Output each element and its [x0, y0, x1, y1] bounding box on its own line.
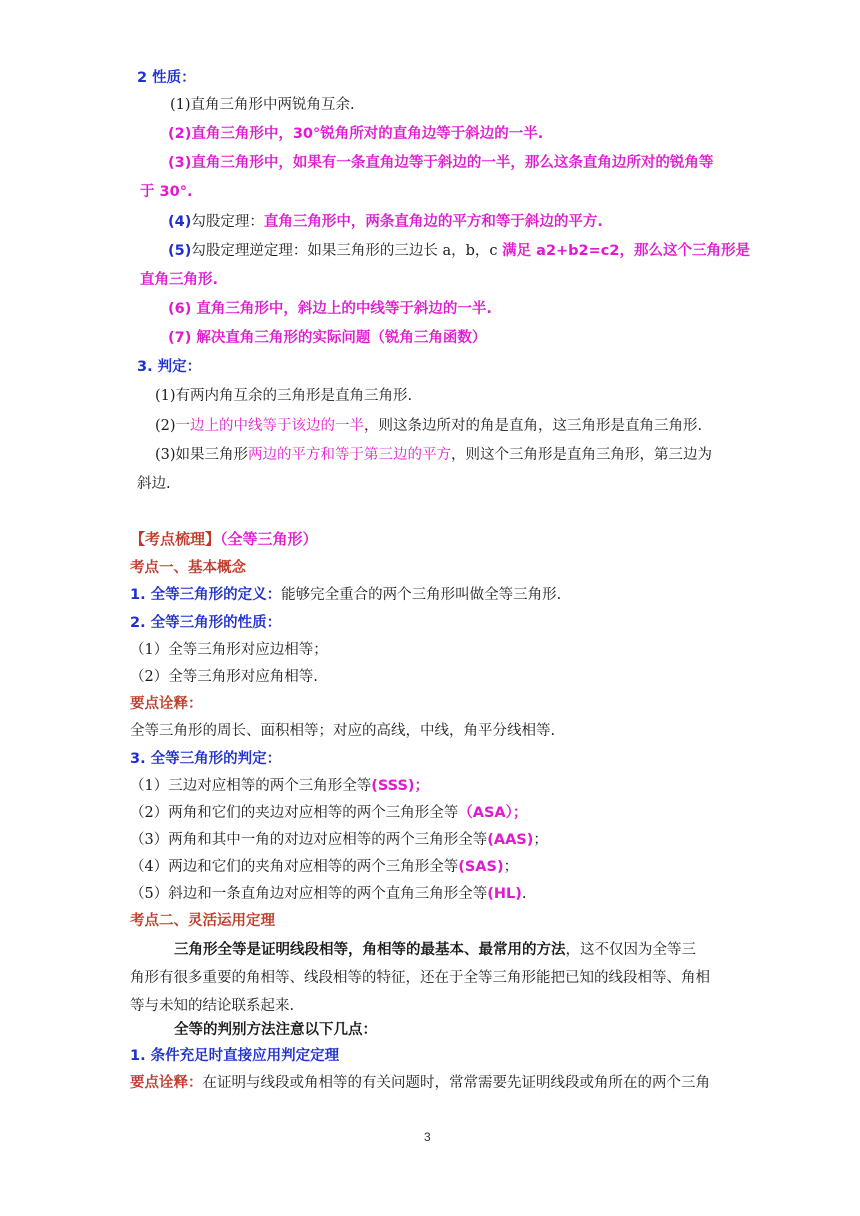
- congruence-rule-asa: [130, 803, 527, 823]
- rule-sas-text: （4）两边和它们的夹角对应相等的两个三角形全等: [130, 859, 459, 875]
- section-title-main: 【考点梳理】: [130, 530, 221, 548]
- page-number: 3: [424, 1130, 431, 1144]
- property-3-line2: 于 30°.: [140, 184, 193, 200]
- note-2-label: 要点诠释：: [130, 1075, 203, 1091]
- section-title: [130, 529, 318, 549]
- judgement-3-line2: 斜边.: [137, 476, 171, 492]
- property-1: (1)直角三角形中两锐角互余.: [170, 97, 355, 113]
- properties-heading: 2 性质：: [137, 70, 196, 86]
- rule-aas-end: ；: [533, 832, 548, 848]
- rule-sas-tag: (SAS): [458, 859, 504, 875]
- paragraph-1-line2: 角形有很多重要的角相等、线段相等的特征，还在于全等三角形能把已知的线段相等、角相: [130, 970, 710, 986]
- rule-sss-tag: (SSS)；: [371, 778, 430, 794]
- rule-aas-tag: (AAS): [487, 832, 534, 848]
- rule-asa-text: （2）两角和它们的夹边对应相等的两个三角形全等: [130, 805, 459, 821]
- definition-label: 1. 全等三角形的定义：: [130, 587, 282, 603]
- topic-2-heading: 考点二、灵活运用定理: [130, 913, 275, 929]
- judgement-2-highlight: 一边上的中线等于该边的一半: [175, 418, 365, 434]
- property-6: (6) 直角三角形中，斜边上的中线等于斜边的一半.: [168, 301, 492, 317]
- judgement-1: (1)有两内角互余的三角形是直角三角形.: [155, 388, 413, 404]
- paragraph-2: 全等的判别方法注意以下几点：: [174, 1022, 377, 1038]
- paragraph-1-line1: [174, 940, 696, 960]
- paragraph-1-line3: 等与未知的结论联系起来.: [130, 998, 295, 1014]
- property-3-line1: (3)直角三角形中，如果有一条直角边等于斜边的一半，那么这条直角边所对的锐角等: [168, 155, 714, 171]
- property-2: (2)直角三角形中，30°锐角所对的直角边等于斜边的一半.: [168, 126, 544, 142]
- note-2-line: [130, 1073, 710, 1093]
- note-text: 全等三角形的周长、面积相等；对应的高线，中线，角平分线相等.: [130, 723, 556, 739]
- property-5-label: 勾股定理逆定理：如果三角形的三边长 a，b，c: [191, 243, 503, 259]
- topic-1-heading: 考点一、基本概念: [130, 560, 246, 576]
- property-5-line2: 直角三角形.: [140, 272, 219, 288]
- congruence-rule-hl: [130, 884, 526, 904]
- property-4-text: 直角三角形中，两条直角边的平方和等于斜边的平方.: [263, 214, 603, 230]
- property-4-label: 勾股定理：: [191, 214, 264, 230]
- congruence-rule-sss: [130, 776, 429, 796]
- judgement-2: [155, 416, 702, 436]
- judgement-3-rest: ，则这个三角形是直角三角形，第三边为: [451, 447, 713, 463]
- property-7: (7) 解决直角三角形的实际问题（锐角三角函数）: [168, 330, 487, 346]
- property-heading: 2. 全等三角形的性质：: [130, 615, 282, 631]
- paragraph-1-rest: ，这不仅因为全等三: [565, 942, 696, 958]
- judgement-3-line1: [155, 445, 712, 465]
- definition-text: 能够完全重合的两个三角形叫做全等三角形.: [281, 587, 562, 603]
- note-2-text: 在证明与线段或角相等的有关问题时，常常需要先证明线段或角所在的两个三角: [202, 1075, 710, 1091]
- property-4-prefix: (4): [168, 214, 192, 230]
- judgement-2-rest: ，则这条边所对的角是直角，这三角形是直角三角形.: [364, 418, 703, 434]
- congruence-rule-sas: [130, 857, 518, 877]
- rule-aas-text: （3）两角和其中一角的对边对应相等的两个三角形全等: [130, 832, 488, 848]
- method-item-1: 1. 条件充足时直接应用判定定理: [130, 1048, 340, 1064]
- property-5-line1: [168, 241, 750, 261]
- property-5-prefix: (5): [168, 243, 192, 259]
- judgement-heading: 3. 判定：: [137, 359, 202, 375]
- judgement-3-highlight: 两边的平方和等于第三边的平方: [248, 447, 452, 463]
- rule-hl-end: .: [521, 886, 527, 902]
- definition-line: [130, 585, 561, 605]
- judgement-3-prefix: (3)如果三角形: [155, 447, 249, 463]
- property-5-text: 满足 a2+b2=c2，那么这个三角形是: [502, 243, 750, 259]
- section-title-paren: （全等三角形）: [220, 530, 318, 548]
- property-4: [168, 212, 603, 232]
- congruence-judgement-heading: 3. 全等三角形的判定：: [130, 751, 282, 767]
- rule-sas-end: ；: [503, 859, 519, 875]
- rule-hl-text: （5）斜边和一条直角边对应相等的两个直角三角形全等: [130, 886, 488, 902]
- rule-sss-text: （1）三边对应相等的两个三角形全等: [130, 778, 372, 794]
- rule-hl-tag: (HL): [487, 886, 522, 902]
- congruent-property-2: （2）全等三角形对应角相等.: [130, 669, 318, 685]
- paragraph-1-bold: 三角形全等是证明线段相等，角相等的最基本、最常用的方法: [174, 942, 566, 958]
- congruence-rule-aas: [130, 830, 548, 850]
- note-label: 要点诠释：: [130, 696, 203, 712]
- rule-asa-tag: （ASA）；: [458, 805, 528, 821]
- congruent-property-1: （1）全等三角形对应边相等；: [130, 642, 328, 658]
- judgement-2-prefix: (2): [155, 418, 176, 434]
